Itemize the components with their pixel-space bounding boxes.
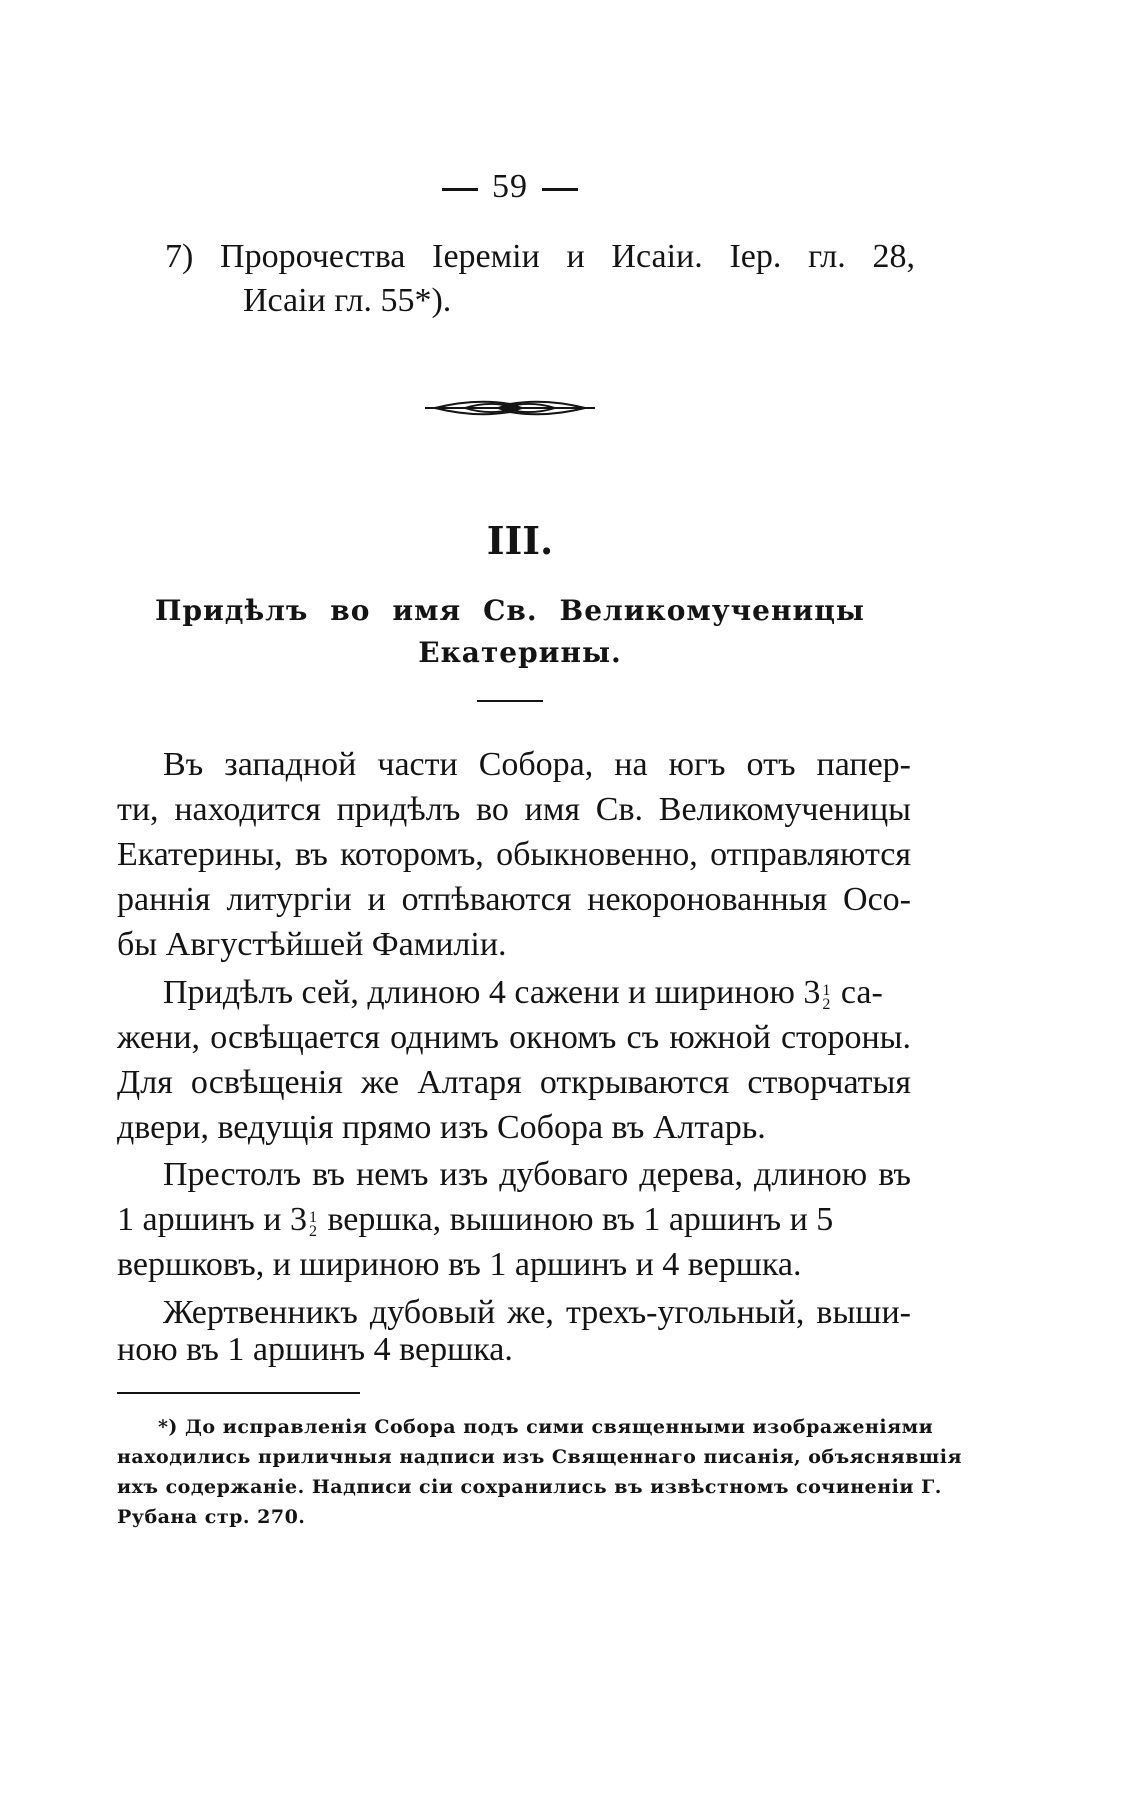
list-item-line-1: 7) Пророчества Іереміи и Исаіи. Іер. гл. 28, <box>165 238 915 275</box>
paragraph-3-line-3: вершковъ, и шириною въ 1 аршинъ и 4 вершка. <box>117 1246 802 1283</box>
paragraph-2-line-1 <box>163 976 883 1012</box>
page-number-dash-right <box>542 188 578 191</box>
section-number: III. <box>486 518 554 563</box>
footnote-line-1: *) До исправленія Собора подъ сими священными изображеніями <box>158 1416 934 1438</box>
page-number-value: 59 <box>492 168 528 205</box>
list-item-line-2: Исаіи гл. 55*). <box>243 282 452 319</box>
paragraph-2-line-2: жени, освѣщается однимъ окномъ съ южной стороны. <box>117 1019 911 1056</box>
paragraph-3-line-2-text: 1 аршинъ и 3 <box>117 1201 307 1238</box>
paragraph-3-line-1: Престолъ въ немъ изъ дубоваго дерева, длиною въ <box>163 1156 911 1193</box>
section-heading-line-1: Придѣлъ во имя Св. Великомученицы <box>155 594 865 627</box>
fraction-denominator: 2 <box>822 996 831 1013</box>
fraction-one-half-2 <box>308 1208 317 1240</box>
fraction-numerator-2: 1 <box>308 1208 317 1226</box>
paragraph-4-line-2: ною въ 1 аршинъ 4 вершка. <box>117 1331 513 1368</box>
ornament-divider-icon <box>425 394 595 422</box>
footnote-line-4: Рубана стр. 270. <box>117 1506 306 1528</box>
paragraph-3-line-2 <box>117 1203 833 1239</box>
paragraph-2-line-3: Для освѣщенія же Алтаря открываются створчатыя <box>117 1064 911 1101</box>
footnote-line-3: ихъ содержаніе. Надписи сіи сохранились въ извѣстномъ сочиненіи Г. <box>117 1476 942 1498</box>
footnote-rule <box>117 1392 360 1394</box>
paragraph-1-line-2: ти, находится придѣлъ во имя Св. Великомученицы <box>117 791 911 828</box>
paragraph-1-line-5: бы Августѣйшей Фамиліи. <box>117 926 507 963</box>
paragraph-1-line-1: Въ западной части Собора, на югъ отъ папер- <box>163 746 911 783</box>
paragraph-2-line-1-end: са- <box>832 974 883 1011</box>
fraction-numerator: 1 <box>822 981 831 999</box>
paragraph-1-line-4: раннія литургіи и отпѣваются некоронованныя Осо- <box>117 881 911 918</box>
paragraph-1-line-3: Екатерины, въ которомъ, обыкновенно, отправляются <box>117 836 911 873</box>
footnote-line-2: находились приличныя надписи изъ Священнаго писанія, объяснявшія <box>117 1446 963 1468</box>
paragraph-2-line-4: двери, ведущія прямо изъ Собора въ Алтарь. <box>117 1109 766 1146</box>
page-number-dash-left <box>442 188 478 191</box>
heading-rule <box>477 700 543 702</box>
page-number <box>0 168 1020 206</box>
paragraph-4-line-1: Жертвенникъ дубовый же, трехъ-угольный, выши- <box>163 1294 911 1331</box>
section-heading-line-2: Екатерины. <box>418 636 622 669</box>
fraction-one-half <box>822 981 831 1013</box>
paragraph-3-line-2-end: вершка, вышиною въ 1 аршинъ и 5 <box>318 1201 834 1238</box>
paragraph-2-line-1-text: Придѣлъ сей, длиною 4 сажени и шириною 3 <box>163 974 821 1011</box>
fraction-denominator-2: 2 <box>308 1223 317 1240</box>
